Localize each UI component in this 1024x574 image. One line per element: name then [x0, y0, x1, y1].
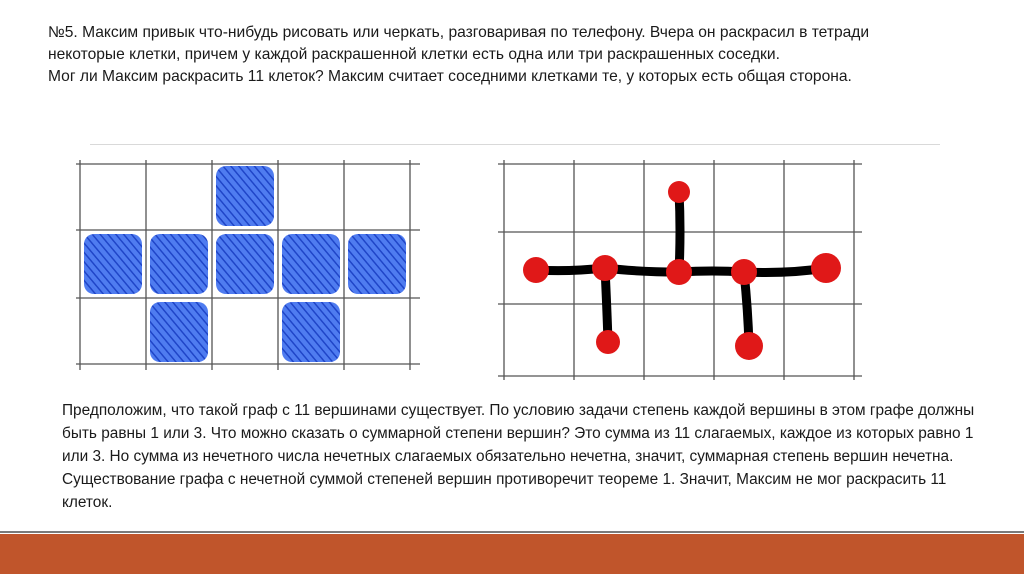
- colored-cells-grid: [76, 160, 420, 370]
- graph-vertex: [523, 257, 549, 283]
- graph-vertex: [811, 253, 841, 283]
- graph-vertex: [666, 259, 692, 285]
- colored-cell: [282, 234, 340, 294]
- colored-cell: [216, 234, 274, 294]
- graph-vertex: [731, 259, 757, 285]
- solution-text: Предположим, что такой граф с 11 вершинами существует. По условию задачи степень каждой вершины в этом графе должны быть равны 1 или 3. Что можно сказать о суммарной степени вершин? Это сумма из 11 слагаемых, каждое из которых равно 1 или 3. Но сумма из нечетного числа нечетных слагаемых обязательно нечетна, значит, суммарная степень вершин нечетна. Существование графа с нечетной суммой степеней вершин противоречит теореме 1. Значит, Максим не мог раскрасить 11 клеток.: [62, 402, 975, 511]
- colored-cell: [282, 302, 340, 362]
- colored-cell: [84, 234, 142, 294]
- problem-statement: [48, 22, 988, 88]
- colored-cell: [216, 166, 274, 226]
- graph-vertex: [735, 332, 763, 360]
- graph-vertex: [668, 181, 690, 203]
- graph-vertex: [596, 330, 620, 354]
- problem-line-3: Мог ли Максим раскрасить 11 клеток? Максим считает соседними клетками те, у которых есть общая сторона.: [48, 68, 852, 85]
- problem-line-2: некоторые клетки, причем у каждой раскрашенной клетки есть одна или три раскрашенных соседки.: [48, 46, 780, 63]
- footer-bar: [0, 534, 1024, 574]
- graph-diagram: [498, 160, 862, 380]
- colored-cell: [150, 302, 208, 362]
- divider-line: [90, 144, 940, 145]
- colored-cell: [348, 234, 406, 294]
- colored-cell: [150, 234, 208, 294]
- footer-divider: [0, 531, 1024, 533]
- graph-vertex: [592, 255, 618, 281]
- problem-line-1: №5. Максим привык что-нибудь рисовать или черкать, разговаривая по телефону. Вчера он раскрасил в тетради: [48, 24, 870, 41]
